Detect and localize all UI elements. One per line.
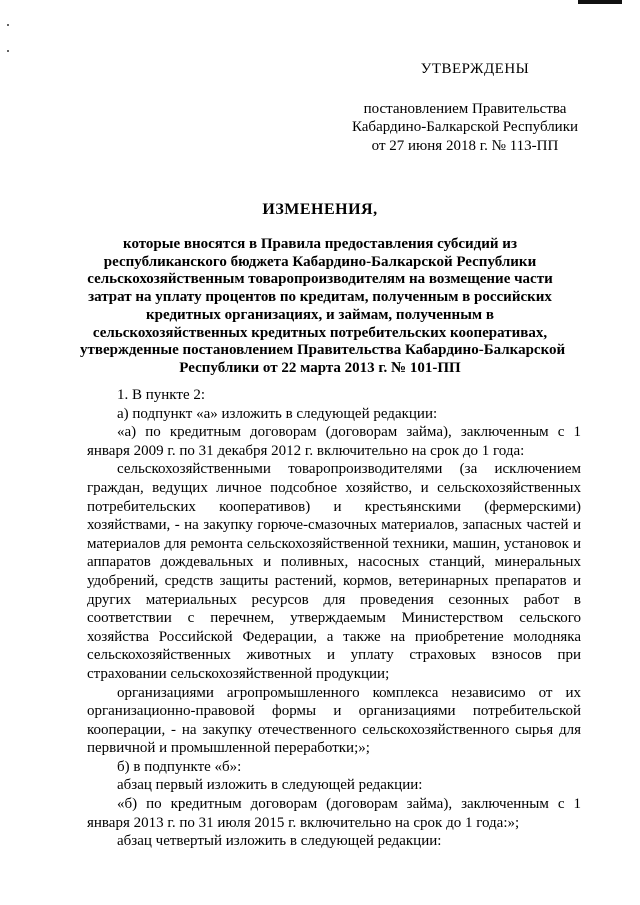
subtitle-line: кредитных организациях, и займам, полученным в	[146, 306, 494, 323]
body-paragraph: а) подпункт «а» изложить в следующей редакции:	[117, 405, 438, 422]
subtitle-line: республиканского бюджета Кабардино-Балкарской Республики	[103, 253, 537, 270]
body-paragraph: б) в подпункте «б»:	[117, 758, 242, 775]
subtitle-line: утвержденные постановлением Правительства Кабардино-Балкарской	[80, 342, 566, 359]
subtitle-line: сельскохозяйственных кредитных потребительских кооперативах,	[92, 324, 548, 341]
document-subtitle	[80, 236, 566, 378]
body-paragraph: «а) по кредитным договорам (договорам займа), заключенным с 1 января 2009 г. по 31 декабря 2012 г. включительно на срок до 1 года:	[87, 424, 581, 459]
subtitle-line: затрат на уплату процентов по кредитам, полученным в российских	[88, 289, 552, 306]
body-paragraph: организациями агропромышленного комплекса независимо от их организационно-правовой формы и организациями потребительской кооперации, - на закупку отечественного сельскохозяйственного сырья для первичной и промышленной переработки;»;	[87, 684, 581, 757]
document-title: ИЗМЕНЕНИЯ,	[262, 201, 378, 218]
approval-word: УТВЕРЖДЕНЫ	[420, 61, 530, 77]
subtitle-line: Республики от 22 марта 2013 г. № 101-ПП	[179, 359, 461, 376]
body-paragraph: сельскохозяйственными товаропроизводителями (за исключением граждан, ведущих личное подсобное хозяйство, и сельскохозяйственных потребительских кооперативов) и крестьянскими (фермерскими) хозяйствами, - на закупку горюче-смазочных материалов, запасных частей и материалов для ремонта сельскохозяйственной техники, машин, установок и аппаратов дождевальных и поливных, насосных станций, минеральных удобрений, средств защиты растений, кормов, ветеринарных препаратов и других материальных ресурсов для проведения сезонных работ в соответствии с перечнем, утверждаемым Министерством сельского хозяйства Российской Федерации, а также на приобретение молодняка сельскохозяйственных животных и уплату страховых взносов при страховании сельскохозяйственной продукции;	[87, 461, 581, 682]
body-paragraph: 1. В пункте 2:	[117, 387, 206, 403]
subtitle-line: сельскохозяйственным товаропроизводителям на возмещение части	[87, 271, 553, 288]
approval-line: от 27 июня 2018 г. № 113-ПП	[371, 137, 559, 154]
body-paragraph: абзац первый изложить в следующей редакции:	[117, 777, 423, 794]
body-paragraph: абзац четвертый изложить в следующей редакции:	[117, 833, 442, 850]
approval-block	[340, 60, 590, 155]
margin-dot	[7, 50, 9, 52]
margin-dot	[7, 24, 9, 26]
approval-line: Кабардино-Балкарской Республики	[351, 119, 579, 135]
approval-line: постановлением Правительства	[363, 100, 567, 117]
subtitle-line: которые вносятся в Правила предоставления субсидий из	[123, 236, 517, 252]
corner-scan-mark	[578, 0, 622, 4]
body-paragraph: «б) по кредитным договорам (договорам займа), заключенным с 1 января 2013 г. по 31 июля 2015 г. включительно на срок до 1 года:»;	[87, 796, 581, 831]
document-body	[87, 386, 581, 851]
